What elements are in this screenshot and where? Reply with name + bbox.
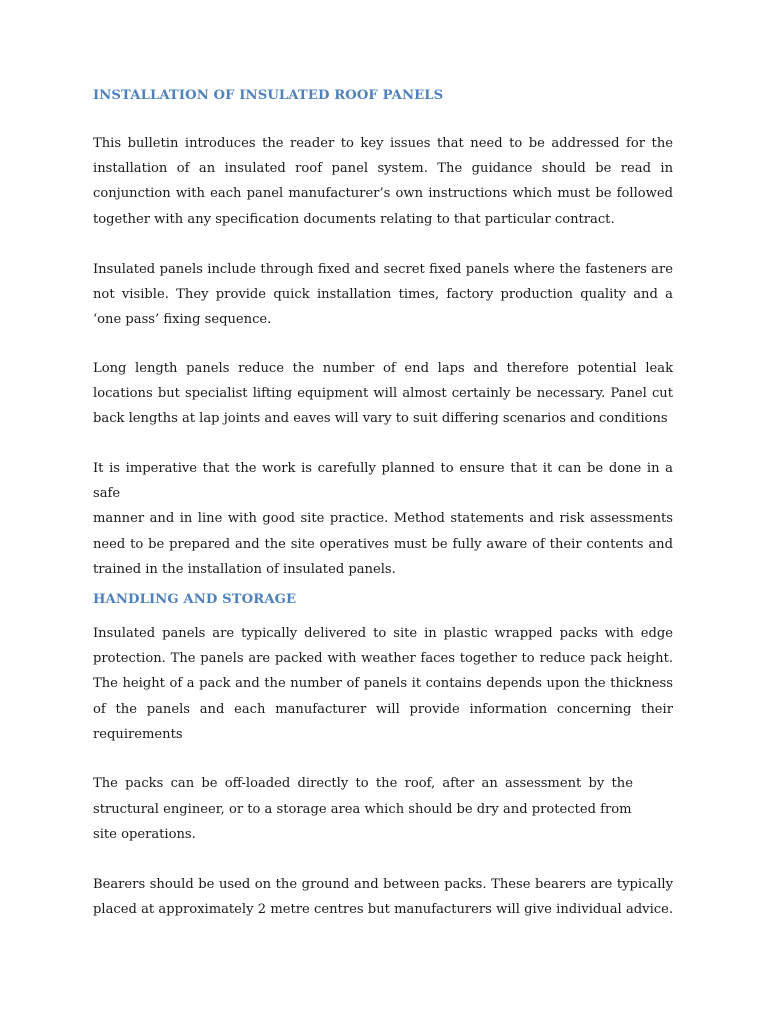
paragraph-planning: [93, 456, 673, 582]
paragraph-line: It is imperative that the work is carefully planned to ensure that it can be done in a safe: [93, 461, 673, 502]
paragraph-line: need to be prepared and the site operatives must be fully aware of their contents and: [93, 536, 673, 552]
paragraph-line: ‘one pass’ fixing sequence.: [93, 312, 272, 328]
paragraph-line: Long length panels reduce the number of end laps and therefore potential leak: [93, 361, 673, 376]
paragraph-line: Bearers should be used on the ground and between packs. These bearers are typically: [93, 877, 673, 892]
section-heading-installation: INSTALLATION OF INSULATED ROOF PANELS: [93, 88, 444, 103]
paragraph-line: of the panels and each manufacturer will provide information concerning their: [93, 701, 673, 717]
section-heading-handling: HANDLING AND STORAGE: [93, 592, 297, 607]
paragraph-bearers: [93, 872, 673, 922]
paragraph-delivery: [93, 621, 673, 747]
paragraph-line: manner and in line with good site practice. Method statements and risk assessments: [93, 511, 673, 527]
paragraph-line: structural engineer, or to a storage area which should be dry and protected from: [93, 801, 632, 817]
paragraph-intro: [93, 131, 673, 232]
paragraph-line: protection. The panels are packed with weather faces together to reduce pack height.: [93, 651, 673, 667]
paragraph-line: trained in the installation of insulated panels.: [93, 561, 396, 577]
paragraph-line: back lengths at lap joints and eaves will vary to suit differing scenarios and conditions: [93, 411, 668, 427]
paragraph-panel-types: [93, 257, 673, 333]
paragraph-line: The height of a pack and the number of panels it contains depends upon the thickness: [93, 676, 673, 692]
paragraph-offloading: [93, 771, 673, 848]
paragraph-line: This bulletin introduces the reader to key issues that need to be addressed for the: [93, 136, 673, 151]
paragraph-line: requirements: [93, 726, 183, 742]
paragraph-line: not visible. They provide quick installation times, factory production quality and a: [93, 287, 673, 303]
paragraph-line: Insulated panels are typically delivered to site in plastic wrapped packs with edge: [93, 626, 673, 641]
paragraph-line: site operations.: [93, 827, 196, 843]
paragraph-line: conjunction with each panel manufacturer’s own instructions which must be followed: [93, 186, 673, 202]
paragraph-line: placed at approximately 2 metre centres but manufacturers will give individual advice.: [93, 902, 673, 918]
paragraph-line: locations but specialist lifting equipment will almost certainly be necessary. Panel cut: [93, 386, 673, 402]
paragraph-line: together with any specification documents relating to that particular contract.: [93, 211, 615, 227]
paragraph-line: Insulated panels include through fixed and secret fixed panels where the fasteners are: [93, 262, 673, 277]
paragraph-line: installation of an insulated roof panel system. The guidance should be read in: [93, 161, 673, 177]
paragraph-line: The packs can be off-loaded directly to the roof, after an assessment by the: [93, 776, 633, 791]
paragraph-long-length: [93, 356, 673, 432]
